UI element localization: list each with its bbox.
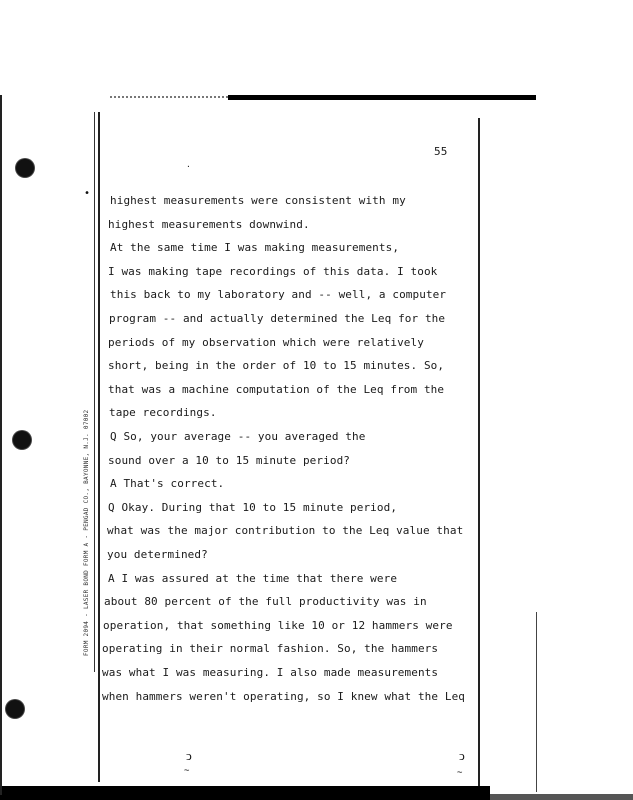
smudge-mark: ↄ [459, 749, 465, 764]
transcript-line: was what I was measuring. I also made measurements [102, 666, 439, 679]
margin-form-print: FORM 2094 - LASER BOND FORM A - PENGAD CO., BAYONNE, N.J. 07002 [83, 409, 90, 656]
transcript-line: At the same time I was making measurements, [110, 241, 400, 254]
transcript-line: highest measurements downwind. [108, 218, 310, 231]
page-number: 55 [434, 145, 448, 158]
transcript-line: A That's correct. [110, 477, 225, 490]
transcript-line: what was the major contribution to the Leq value that [107, 524, 464, 537]
transcript-line: A I was assured at the time that there were [108, 572, 398, 585]
transcript-line: Q Okay. During that 10 to 15 minute period, [108, 501, 398, 514]
transcript-line: about 80 percent of the full productivity was in [104, 595, 427, 608]
punch-hole-middle [13, 431, 31, 449]
smudge-mark: ~ [457, 768, 463, 778]
bottom-right-edge [490, 794, 633, 800]
smudge-mark: . [186, 160, 191, 169]
transcript-line: operation, that something like 10 or 12 hammers were [103, 619, 453, 632]
transcript-line: tape recordings. [109, 406, 217, 419]
transcript-line: when hammers weren't operating, so I knew what the Leq [102, 690, 466, 703]
bottom-edge-bar [0, 786, 490, 800]
transcript-line: Q So, your average -- you averaged the [110, 430, 366, 443]
smudge-mark: ↄ [186, 749, 192, 764]
top-edge-bar [228, 95, 536, 100]
right-side-rule [536, 612, 537, 792]
transcript-line: you determined? [107, 548, 208, 561]
transcript-line: I was making tape recordings of this data. I took [108, 265, 438, 278]
transcript-line: periods of my observation which were relatively [108, 336, 424, 349]
transcript-line: this back to my laboratory and -- well, a computer [110, 288, 447, 301]
punch-hole-top [16, 159, 34, 177]
transcript-line: that was a machine computation of the Leq from the [108, 383, 445, 396]
transcript-line: sound over a 10 to 15 minute period? [108, 454, 351, 467]
right-margin-rule [478, 118, 480, 786]
left-edge-line [0, 95, 2, 795]
transcript-line: highest measurements were consistent with my [110, 194, 406, 207]
smudge-mark: • [84, 188, 91, 199]
top-edge-dots [110, 96, 228, 100]
transcript-line: operating in their normal fashion. So, the hammers [102, 642, 439, 655]
transcript-line: short, being in the order of 10 to 15 minutes. So, [108, 359, 445, 372]
smudge-mark: ~ [184, 766, 190, 776]
punch-hole-bottom [6, 700, 24, 718]
transcript-line: program -- and actually determined the Leq for the [109, 312, 446, 325]
left-margin-rule-outer [94, 112, 95, 672]
left-margin-rule-inner [98, 112, 100, 782]
